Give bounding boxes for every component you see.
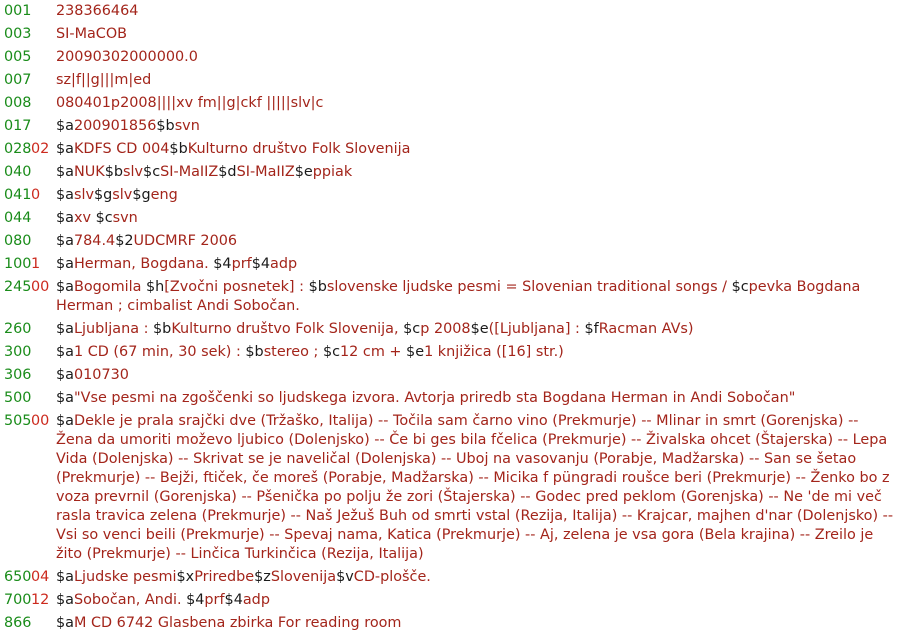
subfield-code: $a — [56, 118, 74, 134]
subfield-value: slovenske ljudske pesmi = Slovenian traditional songs / — [326, 279, 732, 295]
subfield-value: svn — [174, 118, 200, 134]
subfield-value: Dekle je prala srajčki dve (Tržaško, Italija) -- Točila sam čarno vino (Prekmurje) -- Mlinar in smrt (Gorenjska) -- Žena da umoriti moževo ljubico (Dolenjsko) -- Če bi ges bila fčelica (Prekmurje) -- Živalska ohcet (Štajerska) -- Lepa Vida (Dolenjska) -- Skrivat se je naveličal (Dolenjska) -- Uboj na vasovanju (Porabje, Madžarska) -- San se šetao (Prekmurje) -- Bejži, ftiček, če moreš (Porabje, Madžarska) -- Micika f püngradi roušce beri (Prekmurje) -- Ženko bo z voza prevrnil (Gorenjska) -- Pšenička po polju že zori (Štajerska) -- Godec pred peklom (Gorenjska) -- Ne 'de mi več rasla travica zelena (Prekmurje) -- Naš Ježuš Buh od smrti vstal (Rezija, Italija) -- Krajcar, majhen d'nar (Dolenjsko) -- Vsi so venci beili (Prekmurje) -- Spevaj nama, Katica (Prekmurje) -- Aj, zelena je vsa gora (Bela krajina) -- Zreilo je žito (Prekmurje) -- Linčica Turkinčica (Rezija, Italija) — [56, 413, 898, 562]
subfield-code: $b — [245, 344, 264, 360]
field-indicator: 00 — [31, 279, 50, 295]
field-row-001 — [4, 2, 900, 25]
subfield-value: Sobočan, Andi. — [73, 592, 187, 608]
subfield-value: slv — [112, 187, 133, 203]
field-content — [56, 140, 896, 159]
subfield-value: M CD 6742 Glasbena zbirka For reading room — [73, 615, 402, 631]
subfield-code: $z — [254, 569, 271, 585]
field-content — [56, 591, 896, 610]
subfield-value: CD-plošče. — [353, 569, 431, 585]
field-content — [56, 343, 896, 362]
subfield-value: 1 CD (67 min, 30 sek) : — [73, 344, 246, 360]
subfield-code: $d — [218, 164, 237, 180]
subfield-code: $4 — [224, 592, 243, 608]
field-content — [56, 568, 896, 587]
field-content — [56, 117, 896, 136]
field-content — [56, 209, 896, 228]
subfield-code: $a — [56, 321, 74, 337]
subfield-code: $a — [56, 141, 74, 157]
subfield-value: adp — [242, 592, 270, 608]
field-tag: 005 — [4, 49, 32, 65]
field-tag: 001 — [4, 3, 32, 19]
field-content — [56, 2, 896, 21]
field-tag: 306 — [4, 367, 32, 383]
field-indicator: 1 — [31, 256, 41, 272]
subfield-code: $a — [56, 413, 74, 429]
subfield-value: NUK — [73, 164, 105, 180]
field-content — [56, 366, 896, 385]
subfield-code: $2 — [115, 233, 134, 249]
field-tag: 007 — [4, 72, 32, 88]
field-tag: 500 — [4, 390, 32, 406]
subfield-value: SI-MaIIZ — [160, 164, 219, 180]
field-content — [56, 389, 896, 408]
field-tag: 245 — [4, 279, 32, 295]
subfield-value: 1 knjižica ([16] str.) — [424, 344, 564, 360]
subfield-value: 784.4 — [73, 233, 116, 249]
subfield-code: $b — [169, 141, 188, 157]
field-row-650 — [4, 568, 900, 591]
subfield-code: $g — [132, 187, 151, 203]
subfield-value: [Zvočni posnetek] : — [164, 279, 309, 295]
field-tag: 505 — [4, 413, 32, 429]
field-row-017 — [4, 117, 900, 140]
subfield-code: $a — [56, 569, 74, 585]
subfield-code: $a — [56, 256, 74, 272]
subfield-value: svn — [112, 210, 138, 226]
subfield-code: $e — [294, 164, 313, 180]
subfield-code: $a — [56, 279, 74, 295]
subfield-code: $a — [56, 390, 74, 406]
field-tag: 080 — [4, 233, 32, 249]
subfield-code: $a — [56, 367, 74, 383]
subfield-code: $b — [153, 321, 172, 337]
field-content — [56, 614, 896, 633]
field-indicator: 04 — [31, 569, 50, 585]
field-tag: 650 — [4, 569, 32, 585]
field-content — [56, 320, 896, 339]
subfield-code: $h — [146, 279, 165, 295]
subfield-value: xv — [73, 210, 96, 226]
subfield-value: ([Ljubljana] : — [488, 321, 585, 337]
subfield-code: $x — [176, 569, 195, 585]
subfield-value: KDFS CD 004 — [73, 141, 170, 157]
field-indicator: 00 — [31, 413, 50, 429]
field-tag: 041 — [4, 187, 32, 203]
subfield-code: $c — [403, 321, 421, 337]
subfield-value: Kulturno društvo Folk Slovenija, — [171, 321, 404, 337]
field-row-005 — [4, 48, 900, 71]
field-content — [56, 255, 896, 274]
subfield-value: 080401p2008||||xv fm||g|ckf |||||slv|c — [56, 95, 324, 111]
subfield-value: prf — [204, 592, 225, 608]
field-row-245 — [4, 278, 900, 320]
field-row-260 — [4, 320, 900, 343]
field-tag: 017 — [4, 118, 32, 134]
field-content — [56, 48, 896, 67]
subfield-code: $4 — [186, 592, 205, 608]
field-tag: 028 — [4, 141, 32, 157]
subfield-value: Bogomila — [73, 279, 147, 295]
subfield-code: $a — [56, 187, 74, 203]
field-content — [56, 71, 896, 90]
subfield-value: prf — [231, 256, 252, 272]
field-row-306 — [4, 366, 900, 389]
field-tag: 700 — [4, 592, 32, 608]
subfield-value: slv — [123, 164, 144, 180]
subfield-code: $a — [56, 615, 74, 631]
field-row-041 — [4, 186, 900, 209]
subfield-code: $f — [584, 321, 599, 337]
subfield-code: $a — [56, 164, 74, 180]
subfield-value: Ljubljana : — [73, 321, 154, 337]
field-tag: 040 — [4, 164, 32, 180]
subfield-code: $c — [95, 210, 113, 226]
field-row-100 — [4, 255, 900, 278]
field-tag: 260 — [4, 321, 32, 337]
field-row-007 — [4, 71, 900, 94]
field-tag: 100 — [4, 256, 32, 272]
subfield-code: $b — [104, 164, 124, 180]
subfield-value: adp — [270, 256, 298, 272]
subfield-value: eng — [150, 187, 178, 203]
field-row-044 — [4, 209, 900, 232]
subfield-value: 20090302000000.0 — [56, 49, 198, 65]
field-row-300 — [4, 343, 900, 366]
subfield-value: 010730 — [73, 367, 129, 383]
field-content — [56, 94, 896, 113]
field-tag: 044 — [4, 210, 32, 226]
field-content — [56, 232, 896, 251]
subfield-value: Priredbe — [194, 569, 255, 585]
subfield-code: $b — [156, 118, 175, 134]
subfield-value: 12 cm + — [340, 344, 407, 360]
field-indicator: 12 — [31, 592, 50, 608]
field-indicator: 0 — [31, 187, 41, 203]
field-content — [56, 163, 896, 182]
subfield-value: "Vse pesmi na zgoščenki so ljudskega izvora. Avtorja priredb sta Bogdana Herman in Andi Sobočan" — [73, 390, 796, 406]
field-row-028 — [4, 140, 900, 163]
subfield-value: SI-MaIIZ — [236, 164, 295, 180]
field-row-003 — [4, 25, 900, 48]
field-tag: 300 — [4, 344, 32, 360]
subfield-value: pevka Bogdana Herman ; cimbalist Andi Sobočan. — [56, 279, 865, 314]
field-tag: 866 — [4, 615, 32, 631]
subfield-code: $e — [406, 344, 425, 360]
subfield-code: $a — [56, 344, 74, 360]
subfield-value: SI-MaCOB — [56, 26, 128, 42]
field-row-505 — [4, 412, 900, 568]
subfield-code: $b — [308, 279, 327, 295]
field-content — [56, 278, 896, 316]
subfield-code: $g — [94, 187, 113, 203]
subfield-code: $c — [143, 164, 161, 180]
field-row-866 — [4, 614, 900, 637]
subfield-value: 200901856 — [73, 118, 157, 134]
subfield-value: Herman, Bogdana. — [73, 256, 214, 272]
subfield-value: stereo ; — [263, 344, 323, 360]
subfield-value: ppiak — [312, 164, 353, 180]
subfield-value: 238366464 — [56, 3, 139, 19]
subfield-value: Ljudske pesmi — [73, 569, 177, 585]
field-tag: 008 — [4, 95, 32, 111]
field-content — [56, 25, 896, 44]
subfield-value: Slovenija — [270, 569, 337, 585]
subfield-code: $c — [322, 344, 341, 360]
subfield-code: $a — [56, 592, 74, 608]
subfield-value: Racman AVs) — [598, 321, 694, 337]
subfield-code: $a — [56, 233, 74, 249]
subfield-value: Kulturno društvo Folk Slovenija — [187, 141, 411, 157]
field-row-008 — [4, 94, 900, 117]
field-content — [56, 186, 896, 205]
subfield-code: $c — [731, 279, 749, 295]
subfield-value: slv — [73, 187, 94, 203]
field-row-700 — [4, 591, 900, 614]
field-tag: 003 — [4, 26, 32, 42]
subfield-code: $e — [470, 321, 489, 337]
field-content — [56, 412, 896, 564]
subfield-value: p 2008 — [420, 321, 471, 337]
field-row-040 — [4, 163, 900, 186]
subfield-value: sz|f||g|||m|ed — [56, 72, 152, 88]
subfield-value: UDCMRF 2006 — [133, 233, 238, 249]
field-indicator: 02 — [31, 141, 50, 157]
subfield-code: $a — [56, 210, 74, 226]
subfield-code: $4 — [213, 256, 232, 272]
field-row-080 — [4, 232, 900, 255]
subfield-code: $4 — [251, 256, 271, 272]
subfield-code: $v — [336, 569, 354, 585]
field-row-500 — [4, 389, 900, 412]
